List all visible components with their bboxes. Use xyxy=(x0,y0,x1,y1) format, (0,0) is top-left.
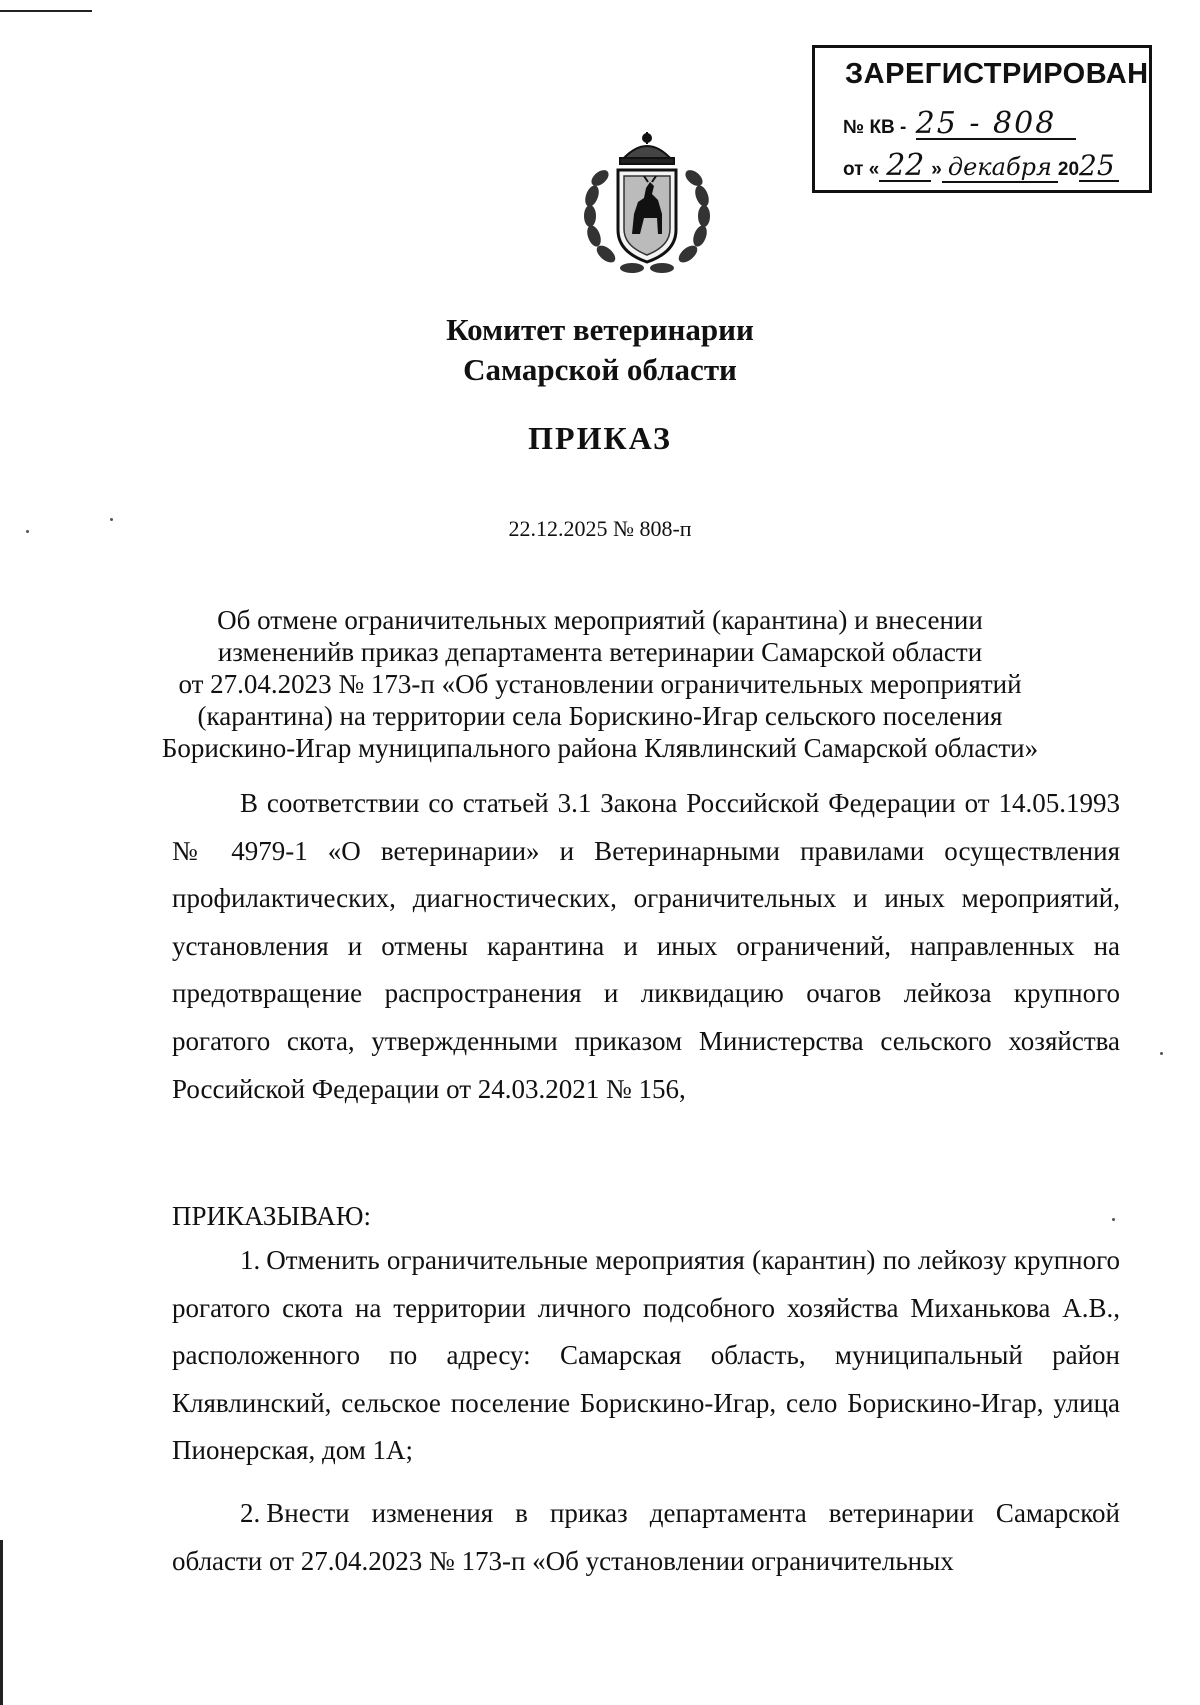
stamp-year-prefix: 20 xyxy=(1057,159,1080,180)
stamp-year-handwritten: 25 xyxy=(1079,152,1119,182)
registration-stamp xyxy=(812,45,1152,193)
subject-line: Об отмене ограничительных мероприятий (карантина) и внесении xyxy=(217,605,983,635)
stamp-date-row: от « 22 » декабря 2025 xyxy=(843,152,1119,183)
org-line-2: Самарской области xyxy=(463,352,737,387)
subject-line: Борискино-Игар муниципального района Клявлинский Самарской области» xyxy=(161,733,1039,763)
order-word: ПРИКАЗЫВАЮ: xyxy=(172,1201,371,1231)
document-type: ПРИКАЗ xyxy=(528,420,672,456)
item-1-text: Отменить ограничительные мероприятия (карантин) по лейкозу крупного рогатого скота на территории личного подсобного хозяйства Миханькова А.В., расположенного по адресу: Самарская область, муниципальный район Клявлинский, сельское поселение Борискино-Игар, село Борискино-Игар, улица Пионерская, дом 1А; xyxy=(172,1245,1120,1466)
organization-name xyxy=(0,310,1200,390)
order-item-1 xyxy=(172,1237,1120,1475)
stamp-title: ЗАРЕГИСТРИРОВАН xyxy=(845,58,1149,90)
subject-line: измененийв приказ департамента ветеринарии Самарской области xyxy=(217,637,983,667)
item-2-number: 2. xyxy=(240,1498,261,1528)
scan-artifact-line xyxy=(0,10,92,12)
document-subject xyxy=(0,604,1200,764)
subject-line: от 27.04.2023 № 173-п «Об установлении ограничительных мероприятий xyxy=(178,669,1022,699)
item-1-number: 1. xyxy=(240,1245,261,1275)
item-2-text: Внести изменения в приказ департамента ветеринарии Самарской области от 27.04.2023 № 173-п «Об установлении ограничительных xyxy=(172,1498,1120,1576)
coat-of-arms-emblem xyxy=(574,130,720,280)
subject-line: (карантина) на территории села Борискино-Игар сельского поселения xyxy=(197,701,1003,731)
stamp-date-day-handwritten: 22 xyxy=(879,152,931,182)
org-line-1: Комитет ветеринарии xyxy=(446,312,754,347)
scan-edge-shadow xyxy=(0,1540,3,1705)
preamble-paragraph: В соответствии со статьей 3.1 Закона Российской Федерации от 14.05.1993 № 4979-1 «О ветеринарии» и Ветеринарными правилами осуществления профилактических, диагностических, ограничительных и иных мероприятий, установления и отмены карантина и иных ограничений, направленных на предотвращение распространения и ликвидацию очагов лейкоза крупного рогатого скота, утвержденными приказом Министерства сельского хозяйства Российской Федерации от 24.03.2021 № 156, xyxy=(172,788,1120,1104)
stamp-date-prefix: от « xyxy=(843,159,880,180)
order-item-2 xyxy=(172,1490,1120,1585)
scan-artifact-dot xyxy=(1160,1052,1163,1055)
stamp-number-handwritten: 25 - 808 xyxy=(916,110,1076,140)
stamp-date-month-handwritten: декабря xyxy=(942,153,1058,183)
stamp-number-row xyxy=(843,106,1076,141)
stamp-number-prefix: № КВ - xyxy=(843,117,907,138)
document-date-number: 22.12.2025 № 808-п xyxy=(508,516,692,541)
